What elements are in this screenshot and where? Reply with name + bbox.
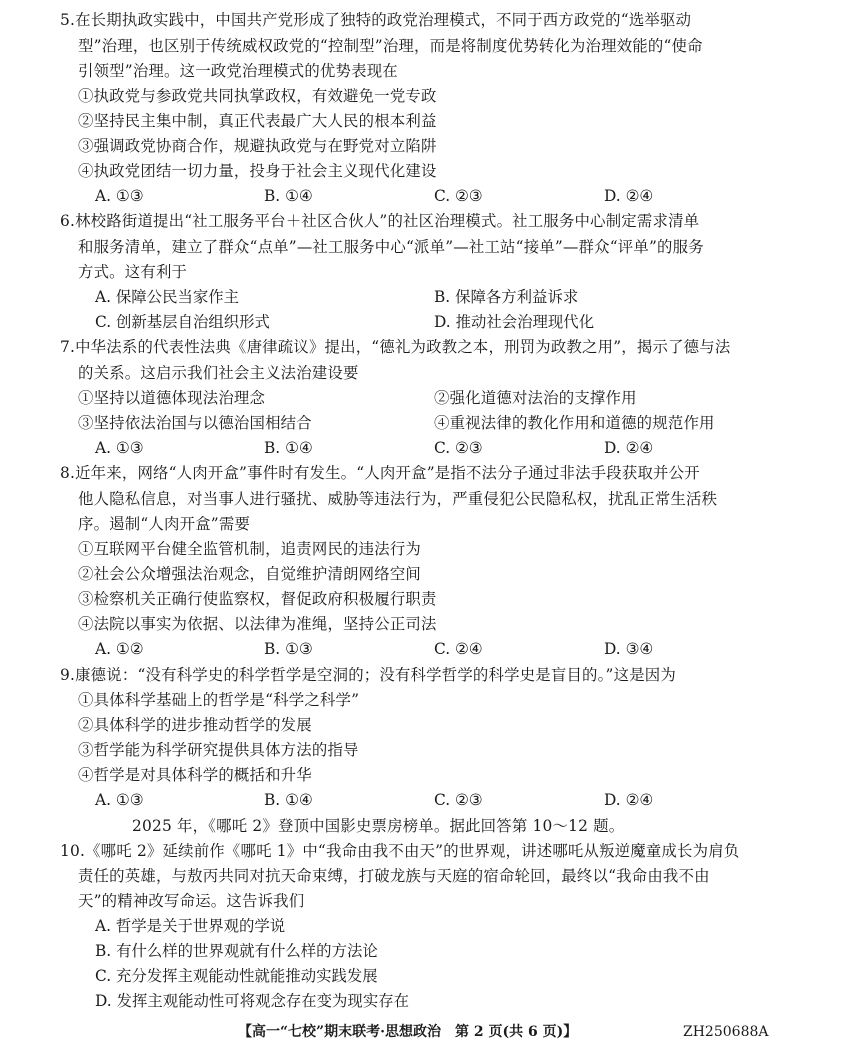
statement-item: ①执政党与参政党共同执掌政权，有效避免一党专政 <box>78 87 437 105</box>
statement-item: ④重视法律的教化作用和道德的规范作用 <box>434 414 715 432</box>
option-b: B. ①④ <box>264 187 313 205</box>
question-stem-line: 和服务清单，建立了群众“点单”—社工服务中心“派单”—社工站“接单”—群众“评单”的服务 <box>78 238 704 256</box>
page-footer: 【高一“七校”期末联考·思想政治 第 2 页(共 6 页)】 <box>238 1024 578 1040</box>
question-stem-line: 方式。这有利于 <box>78 263 188 281</box>
option-d: D. ②④ <box>604 187 654 205</box>
option-a: A. ①③ <box>95 439 144 457</box>
question-stem-line: 6.林校路街道提出“社工服务平台＋社区合伙人”的社区治理模式。社工服务中心制定需求清单 <box>60 212 700 230</box>
question-stem-line: 序。遏制“人肉开盒”需要 <box>78 515 251 533</box>
option-b: B. 保障各方利益诉求 <box>434 288 579 306</box>
statement-item: ④执政党团结一切力量，投身于社会主义现代化建设 <box>78 162 437 180</box>
question-stem-line: 的关系。这启示我们社会主义法治建设要 <box>78 364 359 382</box>
option-a: A. ①③ <box>95 791 144 809</box>
statement-item: ③哲学能为科学研究提供具体方法的指导 <box>78 741 359 759</box>
statement-item: ①坚持以道德体现法治理念 <box>78 389 266 407</box>
option-d: D. ②④ <box>604 791 654 809</box>
paper-code: ZH250688A <box>683 1024 769 1040</box>
question-stem-line: 10.《哪吒 2》延续前作《哪吒 1》中“我命由我不由天”的世界观，讲述哪吒从叛逆魔童成长为肩负 <box>60 842 740 860</box>
option-c: C. 充分发挥主观能动性就能推动实践发展 <box>95 967 378 985</box>
option-a: A. ①② <box>95 640 144 658</box>
option-a: A. ①③ <box>95 187 144 205</box>
statement-item: ④法院以事实为依据、以法律为准绳，坚持公正司法 <box>78 615 437 633</box>
option-b: B. ①④ <box>264 439 313 457</box>
option-a: A. 哲学是关于世界观的学说 <box>95 917 286 935</box>
question-stem-line: 他人隐私信息，对当事人进行骚扰、威胁等违法行为，严重侵犯公民隐私权，扰乱正常生活秩 <box>78 490 718 508</box>
question-stem-line: 5.在长期执政实践中，中国共产党形成了独特的政党治理模式，不同于西方政党的“选举驱动 <box>60 11 692 29</box>
option-b: B. ①③ <box>264 640 313 658</box>
option-d: D. ②④ <box>604 439 654 457</box>
statement-item: ②坚持民主集中制，真正代表最广大人民的根本利益 <box>78 112 437 130</box>
statement-item: ③坚持依法治国与以德治国相结合 <box>78 414 312 432</box>
option-b: B. 有什么样的世界观就有什么样的方法论 <box>95 942 378 960</box>
option-d: D. 推动社会治理现代化 <box>434 313 595 331</box>
option-b: B. ①④ <box>264 791 313 809</box>
option-c: C. ②③ <box>434 791 483 809</box>
question-stem-line: 天”的精神改写命运。这告诉我们 <box>78 892 305 910</box>
option-c: C. ②④ <box>434 640 483 658</box>
option-c: C. ②③ <box>434 439 483 457</box>
material-intro: 2025 年，《哪吒 2》登顶中国影史票房榜单。据此回答第 10～12 题。 <box>132 817 625 835</box>
statement-item: ④哲学是对具体科学的概括和升华 <box>78 766 312 784</box>
statement-item: ③强调政党协商合作，规避执政党与在野党对立陷阱 <box>78 137 437 155</box>
question-stem-line: 7.中华法系的代表性法典《唐律疏议》提出，“德礼为政教之本，刑罚为政教之用”，揭示了德与法 <box>60 338 731 356</box>
statement-item: ②具体科学的进步推动哲学的发展 <box>78 716 312 734</box>
option-d: D. ③④ <box>604 640 654 658</box>
option-d: D. 发挥主观能动性可将观念存在变为现实存在 <box>95 992 409 1010</box>
statement-item: ①具体科学基础上的哲学是“科学之科学” <box>78 691 360 709</box>
statement-item: ②社会公众增强法治观念，自觉维护清朗网络空间 <box>78 565 421 583</box>
statement-item: ①互联网平台健全监管机制，追责网民的违法行为 <box>78 540 421 558</box>
question-stem-line: 型”治理，也区别于传统威权政党的“控制型”治理，而是将制度优势转化为治理效能的“使命 <box>78 37 703 55</box>
question-stem-line: 引领型”治理。这一政党治理模式的优势表现在 <box>78 62 398 80</box>
question-stem-line: 9.康德说：“没有科学史的科学哲学是空洞的；没有科学哲学的科学史是盲目的。”这是因为 <box>60 666 676 684</box>
statement-item: ③检察机关正确行使监察权，督促政府积极履行职责 <box>78 590 437 608</box>
option-c: C. ②③ <box>434 187 483 205</box>
option-c: C. 创新基层自治组织形式 <box>95 313 270 331</box>
question-stem-line: 责任的英雄，与敖丙共同对抗天命束缚，打破龙族与天庭的宿命轮回，最终以“我命由我不由 <box>78 867 710 885</box>
option-a: A. 保障公民当家作主 <box>95 288 240 306</box>
statement-item: ②强化道德对法治的支撑作用 <box>434 389 637 407</box>
question-stem-line: 8.近年来，网络“人肉开盒”事件时有发生。“人肉开盒”是指不法分子通过非法手段获取并公开 <box>60 464 700 482</box>
